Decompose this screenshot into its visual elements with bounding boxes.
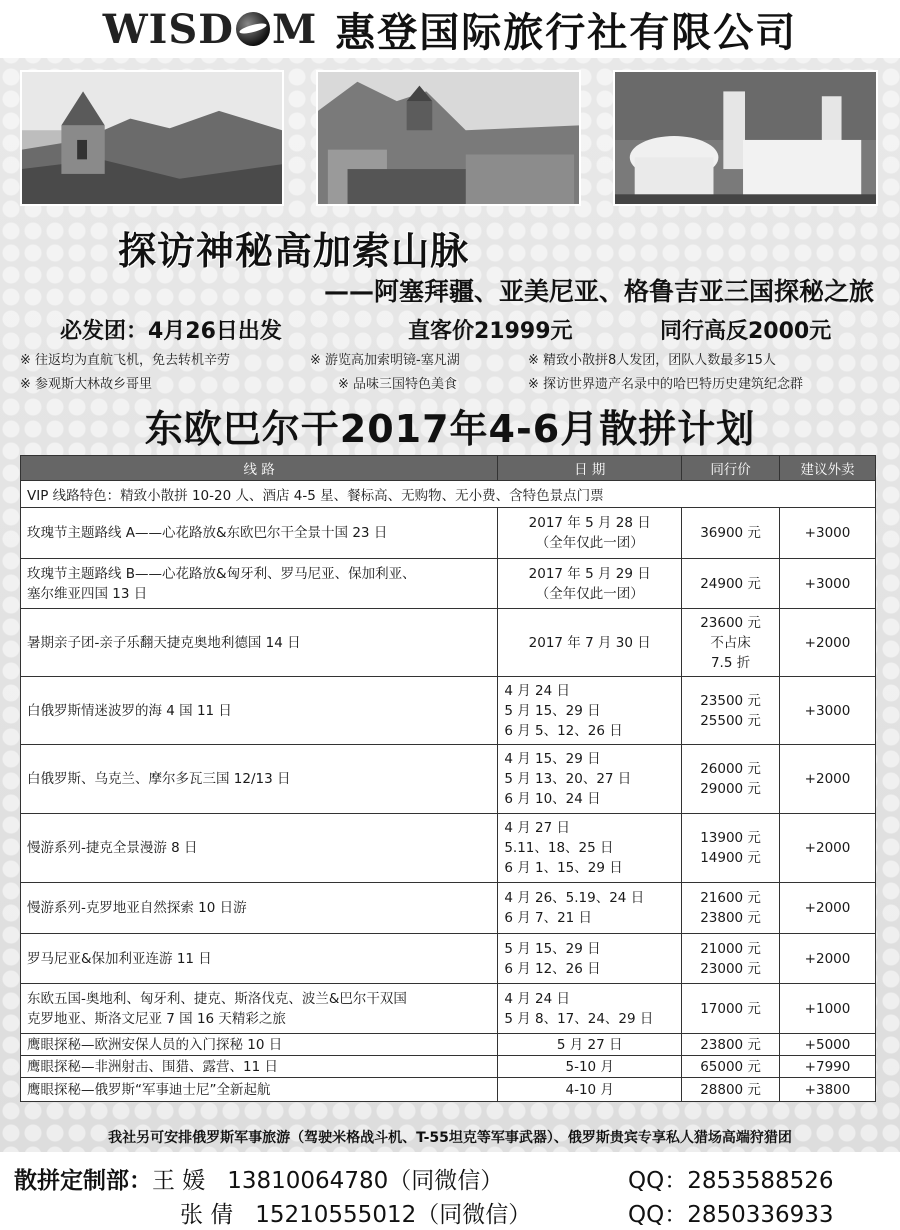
date-cell xyxy=(498,814,682,883)
date-cell-line: 6 月 1、15、29 日 xyxy=(504,860,623,876)
promo-feature: ※ 参观斯大林故乡哥里 xyxy=(20,377,153,392)
price-cell-line: 26000 元 xyxy=(700,761,761,777)
route-cell xyxy=(21,934,498,984)
photo-monastery xyxy=(20,70,284,206)
markup-cell: +5000 xyxy=(780,1034,876,1056)
price-cell-line: 21000 元 xyxy=(700,940,761,957)
route-cell xyxy=(21,609,498,677)
promo-feature: ※ 往返均为直航飞机，免去转机辛劳 xyxy=(20,353,231,368)
route-cell-line: 鹰眼探秘—欧洲安保人员的入门探秘 10 日 xyxy=(27,1036,283,1053)
price-cell-line: 不占床 xyxy=(710,634,751,651)
col-date: 日 期 xyxy=(498,456,682,481)
price-cell-line: 23800 元 xyxy=(700,910,761,926)
route-cell-line: 慢游系列-克罗地亚自然探索 10 日游 xyxy=(27,900,247,916)
col-suggested-markup: 建议外卖 xyxy=(780,456,876,481)
price-cell-line: 17000 元 xyxy=(700,1000,761,1017)
promo-feature: ※ 精致小散拼8人发团，团队人数最多15人 xyxy=(528,353,776,368)
price-cell-line: 28800 元 xyxy=(700,1081,761,1098)
route-cell xyxy=(21,984,498,1034)
table-row xyxy=(21,745,876,814)
contact-qq[interactable]: QQ：2850336933 xyxy=(628,1202,834,1228)
contact-phone[interactable]: 15210555012（同微信） xyxy=(255,1202,532,1228)
photo-strip xyxy=(20,70,880,208)
promo-departure: 必发团：4月26日出发 xyxy=(60,319,282,344)
price-cell-line: 36900 元 xyxy=(700,525,761,541)
promo-feature: ※ 探访世界遗产名录中的哈巴特历史建筑纪念群 xyxy=(528,377,804,392)
photo-palace xyxy=(613,70,878,206)
price-cell-line: 23500 元 xyxy=(700,692,761,709)
markup-cell: +3000 xyxy=(780,677,876,745)
route-cell xyxy=(21,508,498,559)
contact-panel xyxy=(0,1152,900,1230)
contact-name: 张 倩 xyxy=(180,1202,234,1228)
price-cell xyxy=(682,934,780,984)
promo-feature: ※ 品味三国特色美食 xyxy=(338,377,458,392)
price-cell xyxy=(682,508,780,559)
date-cell xyxy=(498,1078,682,1102)
date-cell-line: （全年仅此一团） xyxy=(535,535,644,551)
route-cell-line: 罗马尼亚&保加利亚连游 11 日 xyxy=(27,950,212,967)
date-cell xyxy=(498,1056,682,1078)
date-cell xyxy=(498,508,682,559)
date-cell-line: 6 月 10、24 日 xyxy=(504,791,601,807)
markup-cell: +3000 xyxy=(780,508,876,559)
price-cell xyxy=(682,1078,780,1102)
markup-cell: +3800 xyxy=(780,1078,876,1102)
price-cell-line: 24900 元 xyxy=(700,575,761,592)
contact-row xyxy=(180,1196,531,1229)
date-cell-line: 4 月 26、5.19、24 日 xyxy=(504,890,645,906)
route-cell-line: 玫瑰节主题路线 B——心花路放&匈牙利、罗马尼亚、保加利亚、 xyxy=(27,565,416,582)
date-cell-line: 4-10 月 xyxy=(565,1081,614,1098)
price-cell xyxy=(682,814,780,883)
date-cell-line: 2017 年 5 月 29 日 xyxy=(528,565,651,582)
route-cell-line: 克罗地亚、斯洛文尼亚 7 国 16 天精彩之旅 xyxy=(27,1010,286,1027)
route-cell xyxy=(21,1056,498,1078)
route-cell xyxy=(21,1078,498,1102)
price-cell-line: 14900 元 xyxy=(700,850,761,866)
vip-row xyxy=(21,481,876,508)
price-cell-line: 29000 元 xyxy=(700,781,761,797)
markup-cell: +2000 xyxy=(780,934,876,984)
date-cell-line: 4 月 24 日 xyxy=(504,682,570,699)
markup-cell: +2000 xyxy=(780,883,876,934)
price-cell-line: 13900 元 xyxy=(700,830,761,846)
date-cell xyxy=(498,984,682,1034)
price-cell xyxy=(682,559,780,609)
logo-globe-icon xyxy=(236,12,270,46)
date-cell-line: 5.11、18、25 日 xyxy=(504,840,614,856)
date-cell-line: 6 月 7、21 日 xyxy=(504,910,593,926)
route-cell xyxy=(21,814,498,883)
date-cell-line: 4 月 24 日 xyxy=(504,990,570,1007)
price-cell xyxy=(682,883,780,934)
contact-label: 散拼定制部： xyxy=(14,1168,152,1194)
table-row xyxy=(21,677,876,745)
route-cell-line: 鹰眼探秘—俄罗斯“军事迪士尼”全新起航 xyxy=(27,1081,271,1098)
date-cell-line: 5 月 8、17、24、29 日 xyxy=(504,1010,654,1027)
date-cell xyxy=(498,1034,682,1056)
price-cell xyxy=(682,677,780,745)
route-cell-line: 鹰眼探秘—非洲射击、围猎、露营、11 日 xyxy=(27,1058,278,1075)
date-cell xyxy=(498,934,682,984)
date-cell-line: 5 月 15、29 日 xyxy=(504,940,601,957)
route-cell-line: 白俄罗斯、乌克兰、摩尔多瓦三国 12/13 日 xyxy=(27,771,291,787)
date-cell-line: 6 月 12、26 日 xyxy=(504,960,601,977)
price-cell-line: 25500 元 xyxy=(700,712,761,729)
date-cell-line: 5-10 月 xyxy=(565,1058,614,1075)
table-row xyxy=(21,1078,876,1102)
promo-peer-rebate: 同行高反2000元 xyxy=(660,319,832,344)
contact-phone[interactable]: 13810064780（同微信） xyxy=(227,1168,504,1194)
date-cell-line: 2017 年 7 月 30 日 xyxy=(528,634,651,651)
price-cell xyxy=(682,1034,780,1056)
markup-cell: +2000 xyxy=(780,814,876,883)
markup-cell: +2000 xyxy=(780,745,876,814)
company-name: 惠登国际旅行社有限公司 xyxy=(335,9,798,56)
header xyxy=(0,0,900,58)
date-cell-line: 5 月 13、20、27 日 xyxy=(504,771,632,787)
photo-old-town xyxy=(316,70,581,206)
table-row xyxy=(21,508,876,559)
markup-cell: +1000 xyxy=(780,984,876,1034)
price-cell xyxy=(682,745,780,814)
date-cell-line: 4 月 27 日 xyxy=(504,820,570,836)
price-cell-line: 23800 元 xyxy=(700,1036,761,1053)
price-cell-line: 65000 元 xyxy=(700,1058,761,1075)
date-cell xyxy=(498,609,682,677)
price-cell-line: 23000 元 xyxy=(700,960,761,977)
route-cell xyxy=(21,745,498,814)
table-row xyxy=(21,609,876,677)
plan-title: 东欧巴尔干2017年4-6月散拼计划 xyxy=(144,407,756,451)
date-cell-line: 5 月 15、29 日 xyxy=(504,702,601,719)
price-cell xyxy=(682,1056,780,1078)
price-cell xyxy=(682,984,780,1034)
promo-subtitle: ——阿塞拜疆、亚美尼亚、格鲁吉亚三国探秘之旅 xyxy=(323,277,874,306)
contact-name: 王 媛 xyxy=(152,1168,206,1194)
table-row xyxy=(21,984,876,1034)
table-header-row xyxy=(21,456,876,481)
vip-features: VIP 线路特色：精致小散拼 10-20 人、酒店 4-5 星、餐标高、无购物、无小费、含特色景点门票 xyxy=(21,481,876,508)
route-cell xyxy=(21,1034,498,1056)
col-peer-price: 同行价 xyxy=(682,456,780,481)
route-cell xyxy=(21,559,498,609)
military-tour-note: 我社另可安排俄罗斯军事旅游（驾驶米格战斗机、T-55坦克等军事武器）、俄罗斯贵宾专享私人猎场高端狩猎团 xyxy=(108,1130,792,1146)
contact-qq[interactable]: QQ：2853588526 xyxy=(628,1168,834,1194)
date-cell-line: 6 月 5、12、26 日 xyxy=(504,722,623,739)
markup-cell: +7990 xyxy=(780,1056,876,1078)
route-cell-line: 塞尔维亚四国 13 日 xyxy=(27,585,148,602)
route-cell-line: 玫瑰节主题路线 A——心花路放&东欧巴尔干全景十国 23 日 xyxy=(27,525,388,541)
date-cell xyxy=(498,677,682,745)
table-row xyxy=(21,559,876,609)
route-cell xyxy=(21,883,498,934)
wisdom-logo: WISD M xyxy=(102,5,318,53)
route-cell xyxy=(21,677,498,745)
price-cell-line: 23600 元 xyxy=(700,614,761,631)
table-row xyxy=(21,1034,876,1056)
promo-feature: ※ 游览高加索明镜-塞凡湖 xyxy=(310,353,460,368)
col-route: 线 路 xyxy=(21,456,498,481)
route-cell-line: 暑期亲子团-亲子乐翻天捷克奥地利德国 14 日 xyxy=(27,634,301,651)
table-row xyxy=(21,883,876,934)
date-cell xyxy=(498,883,682,934)
date-cell xyxy=(498,745,682,814)
date-cell-line: 5 月 27 日 xyxy=(556,1036,623,1053)
contact-row xyxy=(14,1162,503,1195)
tour-table xyxy=(20,455,876,1102)
price-cell xyxy=(682,609,780,677)
date-cell-line: （全年仅此一团） xyxy=(535,585,644,602)
table-row xyxy=(21,814,876,883)
date-cell-line: 4 月 15、29 日 xyxy=(504,751,601,767)
price-cell-line: 7.5 折 xyxy=(710,654,751,671)
date-cell-line: 2017 年 5 月 28 日 xyxy=(528,515,651,531)
markup-cell: +2000 xyxy=(780,609,876,677)
date-cell xyxy=(498,559,682,609)
promo-price: 直客价21999元 xyxy=(408,319,573,344)
route-cell-line: 白俄罗斯情迷波罗的海 4 国 11 日 xyxy=(27,702,232,719)
route-cell-line: 慢游系列-捷克全景漫游 8 日 xyxy=(27,840,198,856)
table-row xyxy=(21,934,876,984)
table-row xyxy=(21,1056,876,1078)
price-cell-line: 21600 元 xyxy=(700,890,761,906)
markup-cell: +3000 xyxy=(780,559,876,609)
route-cell-line: 东欧五国-奥地利、匈牙利、捷克、斯洛伐克、波兰&巴尔干双国 xyxy=(27,990,407,1007)
promo-title: 探访神秘高加索山脉 xyxy=(118,229,470,273)
